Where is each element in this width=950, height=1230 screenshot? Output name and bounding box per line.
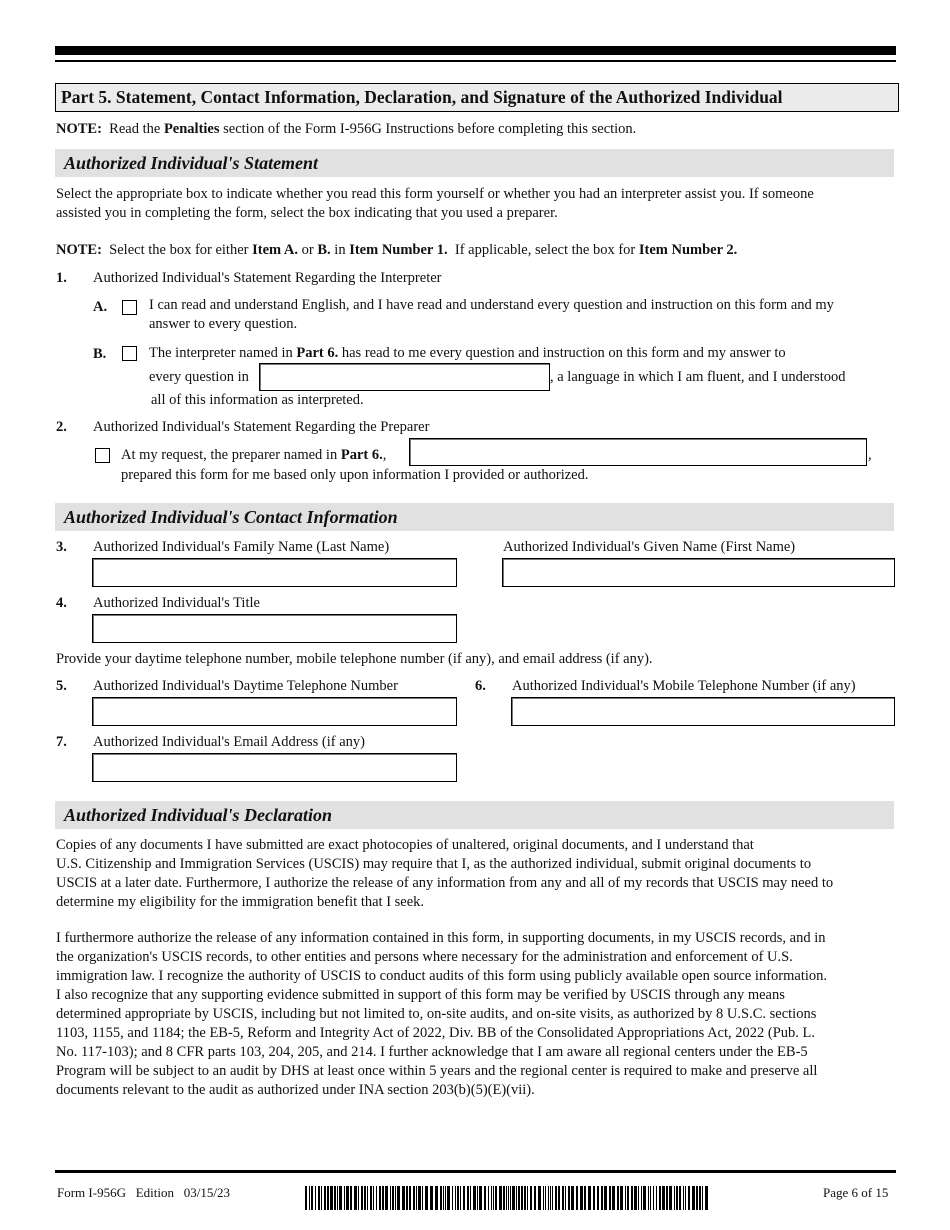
item2-label: Authorized Individual's Statement Regarding the Preparer bbox=[93, 419, 430, 435]
note2-item-number-2: Item Number 2. bbox=[638, 242, 738, 258]
item1a-line1: I can read and understand English, and I have read and understand every question and instruction on this form and my bbox=[149, 297, 834, 313]
item2-checkbox[interactable] bbox=[95, 448, 110, 463]
top-rule-thin bbox=[55, 60, 896, 62]
declaration-p1-line3: USCIS at a later date. Furthermore, I authorize the release of any information from any and all of my records that USCIS may need to bbox=[56, 875, 834, 891]
item2-part6: Part 6. bbox=[340, 447, 383, 463]
item1a-checkbox[interactable] bbox=[122, 300, 137, 315]
footer-page-number: Page 6 of 15 bbox=[823, 1185, 889, 1200]
interpreter-language-input[interactable] bbox=[259, 363, 550, 391]
email-value bbox=[93, 759, 97, 775]
daytime-phone-value bbox=[93, 703, 97, 719]
declaration-p2-line6: 1103, 1155, and 1184; the EB-5, Reform and Integrity Act of 2022, Div. BB of the Consolidated Appropriations Act, 2022 (Pub. L. bbox=[56, 1025, 816, 1041]
statement-note bbox=[56, 241, 737, 260]
mobile-phone-input[interactable] bbox=[511, 697, 895, 726]
declaration-p2-line2: the organization's USCIS records, to other entities and persons where necessary for the administration and enforcement of U.S. bbox=[56, 949, 793, 965]
given-name-input[interactable] bbox=[502, 558, 895, 587]
item3b-label: Authorized Individual's Given Name (First Name) bbox=[503, 539, 796, 555]
declaration-p2-line8: Program will be subject to an audit by DHS at least once within 5 years and the regional center is required to make and preserve all bbox=[56, 1063, 818, 1079]
item2-number: 2. bbox=[56, 419, 67, 435]
item1b-line3: all of this information as interpreted. bbox=[151, 392, 364, 408]
item6-label: Authorized Individual's Mobile Telephone Number (if any) bbox=[512, 678, 856, 694]
top-rule-thick bbox=[55, 46, 896, 55]
item4-number: 4. bbox=[56, 595, 67, 611]
item1a-letter: A. bbox=[93, 299, 108, 315]
note2-item-a: Item A. bbox=[252, 242, 299, 258]
note2-text3: in bbox=[330, 242, 350, 258]
section-contact-heading: Authorized Individual's Contact Information bbox=[55, 503, 894, 531]
item2-trailing-comma: , bbox=[868, 447, 872, 463]
preparer-name-value bbox=[410, 444, 414, 460]
declaration-p2-line7: No. 117-103); and 8 CFR parts 103, 204, 205, and 214. I further acknowledge that I am aware all regional centers under the EB-5 bbox=[56, 1044, 808, 1060]
item1a-line2: answer to every question. bbox=[149, 316, 298, 332]
declaration-p2-line9: documents relevant to the audit as authorized under INA section 203(b)(5)(E)(vii). bbox=[56, 1082, 535, 1098]
declaration-p2-line5: determined appropriate by USCIS, including but not limited to, on-site audits, and on-site visits, as authorized by 8 U.S.C. sections bbox=[56, 1006, 817, 1022]
footer-form-id: Form I-956G Edition 03/15/23 bbox=[57, 1185, 230, 1200]
item1b-checkbox[interactable] bbox=[122, 346, 137, 361]
item7-number: 7. bbox=[56, 734, 67, 750]
part-title: Part 5. Statement, Contact Information, Declaration, and Signature of the Authorized Individual bbox=[55, 83, 899, 112]
declaration-p2-line1: I furthermore authorize the release of any information contained in this form, in supporting documents, in my USCIS records, and in bbox=[56, 930, 826, 946]
barcode-image bbox=[305, 1186, 711, 1210]
title-input[interactable] bbox=[92, 614, 457, 643]
interpreter-language-value bbox=[260, 369, 264, 385]
note2-text1: Select the box for either bbox=[101, 242, 253, 258]
statement-intro-line2: assisted you in completing the form, select the box indicating that you used a preparer. bbox=[56, 205, 558, 221]
preparer-name-input[interactable] bbox=[409, 438, 867, 466]
declaration-p2-line3: immigration law. I recognize the authority of USCIS to conduct audits of this form using publicly available open source information. bbox=[56, 968, 828, 984]
note-label: NOTE: bbox=[56, 121, 102, 137]
item7-label: Authorized Individual's Email Address (if any) bbox=[93, 734, 366, 750]
given-name-value bbox=[503, 564, 507, 580]
item1-label: Authorized Individual's Statement Regarding the Interpreter bbox=[93, 270, 442, 286]
email-input[interactable] bbox=[92, 753, 457, 782]
item2-line2: prepared this form for me based only upon information I provided or authorized. bbox=[121, 467, 589, 483]
mobile-phone-value bbox=[512, 703, 516, 719]
item2-text-post: , bbox=[382, 447, 387, 463]
phone-intro: Provide your daytime telephone number, mobile telephone number (if any), and email address (if any). bbox=[56, 651, 653, 667]
section-statement-heading: Authorized Individual's Statement bbox=[55, 149, 894, 177]
note2-label: NOTE: bbox=[56, 242, 102, 258]
declaration-p1-line4: determine my eligibility for the immigration benefit that I seek. bbox=[56, 894, 425, 910]
statement-intro-line1: Select the appropriate box to indicate whether you read this form yourself or whether you had an interpreter assist you. If someone bbox=[56, 186, 814, 202]
family-name-value bbox=[93, 564, 97, 580]
note-text-end: section of the Form I-956G Instructions before completing this section. bbox=[219, 121, 637, 137]
declaration-p1-line1: Copies of any documents I have submitted are exact photocopies of unaltered, original documents, and I understand that bbox=[56, 837, 754, 853]
item3-number: 3. bbox=[56, 539, 67, 555]
item1b-text-pre: The interpreter named in bbox=[149, 345, 297, 361]
declaration-p2-line4: I also recognize that any supporting evidence submitted in support of this form may be verified by USCIS through any means bbox=[56, 987, 785, 1003]
note2-item-b: B. bbox=[317, 242, 331, 258]
item1b-letter: B. bbox=[93, 346, 107, 362]
item2-line1 bbox=[121, 446, 386, 465]
item5-label: Authorized Individual's Daytime Telephone Number bbox=[93, 678, 398, 694]
item5-number: 5. bbox=[56, 678, 67, 694]
note-penalties: Penalties bbox=[163, 121, 220, 137]
bottom-rule bbox=[55, 1170, 896, 1173]
item1b-text-post: has read to me every question and instruction on this form and my answer to bbox=[338, 345, 786, 361]
item1b-line2-pre: every question in bbox=[149, 369, 249, 385]
item6-number: 6. bbox=[475, 678, 486, 694]
item1-number: 1. bbox=[56, 270, 67, 286]
note2-text2: or bbox=[298, 242, 318, 258]
note2-item-number-1: Item Number 1. bbox=[349, 242, 448, 258]
item1b-line2-post: , a language in which I am fluent, and I understood bbox=[550, 369, 846, 385]
declaration-p1-line2: U.S. Citizenship and Immigration Services (USCIS) may require that I, as the authorized individual, submit original documents to bbox=[56, 856, 812, 872]
family-name-input[interactable] bbox=[92, 558, 457, 587]
note2-text4: If applicable, select the box for bbox=[447, 242, 639, 258]
daytime-phone-input[interactable] bbox=[92, 697, 457, 726]
note-text: Read the bbox=[101, 121, 164, 137]
item1b-part6: Part 6. bbox=[296, 345, 339, 361]
item1b-line1 bbox=[149, 344, 786, 363]
title-value bbox=[93, 620, 97, 636]
item4-label: Authorized Individual's Title bbox=[93, 595, 260, 611]
section-declaration-heading: Authorized Individual's Declaration bbox=[55, 801, 894, 829]
penalties-note bbox=[56, 120, 636, 139]
item3-label: Authorized Individual's Family Name (Last Name) bbox=[93, 539, 390, 555]
item2-text-pre: At my request, the preparer named in bbox=[121, 447, 341, 463]
